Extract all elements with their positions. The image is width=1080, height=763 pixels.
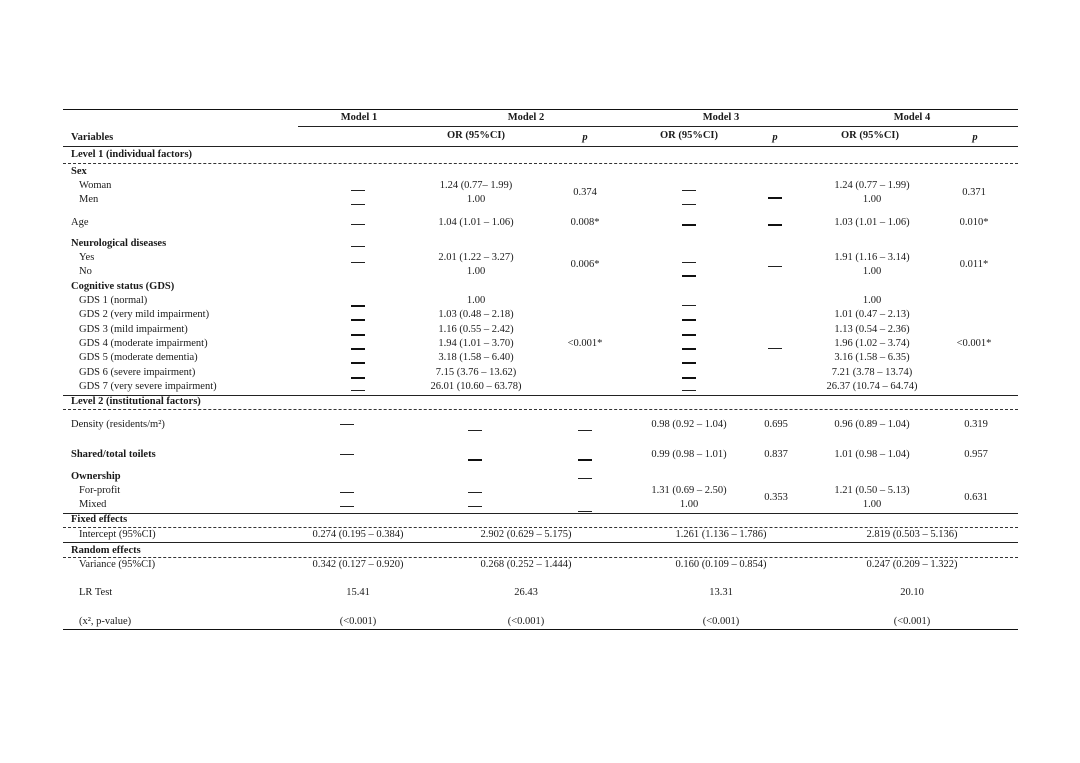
m3-dash-gds4 [682, 348, 696, 350]
m1-dash-gds4 [351, 348, 365, 350]
m3-dash-gds3 [682, 334, 696, 336]
header-or-m2: OR (95%CI) [446, 130, 506, 141]
m4-density-p: 0.319 [964, 419, 988, 430]
m2-dash-ownership-p [578, 478, 592, 479]
m1-dash-woman [351, 190, 365, 191]
m4-gds3: 1.13 (0.54 – 2.36) [834, 324, 910, 335]
row-woman: Woman [79, 180, 112, 191]
m2-men: 1.00 [466, 194, 486, 205]
row-forprofit: For-profit [79, 485, 121, 496]
var-m3: 0.160 (0.109 – 0.854) [675, 559, 767, 570]
row-shared: Shared/total toilets [71, 449, 156, 460]
level1-rule [63, 163, 1018, 164]
row-gds4: GDS 4 (moderate impairment) [79, 338, 208, 349]
row-mixed: Mixed [79, 499, 107, 510]
m3-dash-gds5 [682, 362, 696, 364]
header-p-m2: p [582, 132, 588, 143]
chi-m3: (<0.001) [702, 616, 740, 627]
m2-gds3: 1.16 (0.55 – 2.42) [438, 324, 514, 335]
m3-dash-yes [682, 262, 696, 263]
row-age: Age [71, 217, 89, 228]
fixed-m3: 1.261 (1.136 – 1.786) [675, 529, 767, 540]
fixed-m1: 0.274 (0.195 – 0.384) [312, 529, 404, 540]
level2-rule [63, 409, 1018, 410]
fixed-m2: 2.902 (0.629 – 5.175) [480, 529, 572, 540]
m2-no: 1.00 [466, 266, 486, 277]
m4-men: 1.00 [862, 194, 882, 205]
row-cog: Cognitive status (GDS) [71, 281, 175, 292]
m2-dash-mixed [468, 506, 482, 507]
header-model4: Model 4 [893, 112, 931, 123]
section-level1: Level 1 (individual factors) [71, 149, 193, 160]
row-gds6: GDS 6 (severe impairment) [79, 367, 196, 378]
m1-dash-gds2 [351, 319, 365, 321]
m2-sex-p: 0.374 [573, 187, 597, 198]
m4-gds4: 1.96 (1.02 – 3.74) [834, 338, 910, 349]
lr-m4: 20.10 [900, 587, 924, 598]
m3-density-p: 0.695 [764, 419, 788, 430]
row-neuro: Neurological diseases [71, 238, 167, 249]
bottom-rule [63, 629, 1018, 630]
header-bottom-rule [63, 146, 1018, 147]
row-gds7: GDS 7 (very severe impairment) [79, 381, 217, 392]
fixed-rule [63, 527, 1018, 528]
row-gds5: GDS 5 (moderate dementia) [79, 352, 198, 363]
header-or-m4: OR (95%CI) [840, 130, 900, 141]
lr-m2: 26.43 [514, 587, 538, 598]
row-intercept: Intercept (95%CI) [79, 529, 156, 540]
header-p-m3: p [772, 132, 778, 143]
m3-dash-no [682, 275, 696, 277]
m3-dash-sex-p [768, 197, 782, 199]
m1-dash-yes [351, 262, 365, 263]
m4-no: 1.00 [862, 266, 882, 277]
m2-dash-density-p [578, 430, 592, 431]
row-men: Men [79, 194, 99, 205]
m3-dash-neuro-p [768, 266, 782, 267]
m1-dash-shared [340, 454, 354, 455]
m1-dash-neuro [351, 246, 365, 247]
m2-gds4: 1.94 (1.01 – 3.70) [438, 338, 514, 349]
m1-dash-mixed [340, 506, 354, 507]
m1-dash-gds1 [351, 305, 365, 307]
m1-dash-men [351, 204, 365, 205]
m3-dash-age-p [768, 224, 782, 226]
m3-shared-p: 0.837 [764, 449, 788, 460]
m1-dash-gds7 [351, 390, 365, 391]
m1-dash-forprofit [340, 492, 354, 493]
row-ownership: Ownership [71, 471, 121, 482]
m3-dash-men [682, 204, 696, 205]
m4-woman: 1.24 (0.77 – 1.99) [834, 180, 910, 191]
m1-dash-gds6 [351, 377, 365, 379]
random-top-rule [63, 542, 1018, 543]
header-model2: Model 2 [507, 112, 545, 123]
var-m2: 0.268 (0.252 – 1.444) [480, 559, 572, 570]
row-variance: Variance (95%CI) [79, 559, 156, 570]
row-gds1: GDS 1 (normal) [79, 295, 148, 306]
m2-woman: 1.24 (0.77– 1.99) [439, 180, 513, 191]
m3-dash-gds7 [682, 390, 696, 391]
m4-neuro-p: 0.011* [959, 259, 989, 270]
m3-dash-gds-p [768, 348, 782, 349]
m2-dash-shared-p [578, 459, 592, 461]
fixed-top-rule [63, 513, 1018, 514]
lr-m3: 13.31 [709, 587, 733, 598]
header-variables: Variables [71, 132, 114, 143]
level2-top-rule [63, 395, 1018, 396]
m2-gds5: 3.18 (1.58 – 6.40) [438, 352, 514, 363]
row-chi: (x², p-value) [79, 616, 132, 627]
m4-density: 0.96 (0.89 – 1.04) [834, 419, 910, 430]
m2-dash-forprofit [468, 492, 482, 493]
m4-yes: 1.91 (1.16 – 3.14) [834, 252, 910, 263]
m4-gds5: 3.16 (1.58 – 6.35) [834, 352, 910, 363]
m1-dash-gds5 [351, 362, 365, 364]
var-m1: 0.342 (0.127 – 0.920) [312, 559, 404, 570]
m3-forprofit: 1.31 (0.69 – 2.50) [651, 485, 727, 496]
m3-dash-gds1 [682, 305, 696, 306]
lr-m1: 15.41 [346, 587, 370, 598]
m4-gds7: 26.37 (10.74 – 64.74) [826, 381, 918, 392]
m2-dash-mixed-p [578, 511, 592, 512]
random-rule [63, 557, 1018, 558]
m4-forprofit: 1.21 (0.50 – 5.13) [834, 485, 910, 496]
var-m4: 0.247 (0.209 – 1.322) [866, 559, 958, 570]
row-gds3: GDS 3 (mild impairment) [79, 324, 188, 335]
chi-m2: (<0.001) [507, 616, 545, 627]
m4-shared: 1.01 (0.98 – 1.04) [834, 449, 910, 460]
chi-m1: (<0.001) [339, 616, 377, 627]
row-density: Density (residents/m²) [71, 419, 165, 430]
m3-dash-gds6 [682, 377, 696, 379]
m2-yes: 2.01 (1.22 – 3.27) [438, 252, 514, 263]
m2-gds-p: <0.001* [567, 338, 603, 349]
fixed-m4: 2.819 (0.503 – 5.136) [866, 529, 958, 540]
m2-gds1: 1.00 [466, 295, 486, 306]
section-level2: Level 2 (institutional factors) [71, 396, 201, 407]
m4-age-p: 0.010* [959, 217, 989, 228]
top-rule [63, 109, 1018, 110]
m2-dash-density [468, 430, 482, 431]
m2-age: 1.04 (1.01 – 1.06) [438, 217, 514, 228]
header-p-m4: p [972, 132, 978, 143]
row-no: No [79, 266, 92, 277]
m4-gds1: 1.00 [862, 295, 882, 306]
m4-age: 1.03 (1.01 – 1.06) [834, 217, 910, 228]
m3-shared: 0.99 (0.98 – 1.01) [651, 449, 727, 460]
m2-gds7: 26.01 (10.60 – 63.78) [430, 381, 522, 392]
m4-sex-p: 0.371 [962, 187, 986, 198]
model-header-rule [298, 126, 1018, 127]
row-gds2: GDS 2 (very mild impairment) [79, 309, 210, 320]
m2-gds6: 7.15 (3.76 – 13.62) [435, 367, 517, 378]
m2-gds2: 1.03 (0.48 – 2.18) [438, 309, 514, 320]
header-model3: Model 3 [702, 112, 740, 123]
m3-dash-gds2 [682, 319, 696, 321]
m2-age-p: 0.008* [570, 217, 600, 228]
row-yes: Yes [79, 252, 95, 263]
m4-gds6: 7.21 (3.78 – 13.74) [831, 367, 913, 378]
header-model1: Model 1 [340, 112, 378, 123]
section-random: Random effects [71, 545, 141, 556]
m4-mixed: 1.00 [862, 499, 882, 510]
m4-gds2: 1.01 (0.47 – 2.13) [834, 309, 910, 320]
m3-dash-woman [682, 190, 696, 191]
m2-dash-shared [468, 459, 482, 461]
m3-dash-age [682, 224, 696, 226]
m4-own-p: 0.631 [964, 492, 988, 503]
m3-own-p: 0.353 [764, 492, 788, 503]
row-lrtest: LR Test [79, 587, 113, 598]
m4-gds-p: <0.001* [956, 338, 992, 349]
header-or-m3: OR (95%CI) [659, 130, 719, 141]
m1-dash-density [340, 424, 354, 425]
m1-dash-gds3 [351, 334, 365, 336]
m2-neuro-p: 0.006* [570, 259, 600, 270]
row-sex: Sex [71, 166, 87, 177]
m4-shared-p: 0.957 [964, 449, 988, 460]
chi-m4: (<0.001) [893, 616, 931, 627]
section-fixed: Fixed effects [71, 514, 128, 525]
m3-mixed: 1.00 [679, 499, 699, 510]
m3-density: 0.98 (0.92 – 1.04) [651, 419, 727, 430]
m1-dash-age [351, 224, 365, 225]
